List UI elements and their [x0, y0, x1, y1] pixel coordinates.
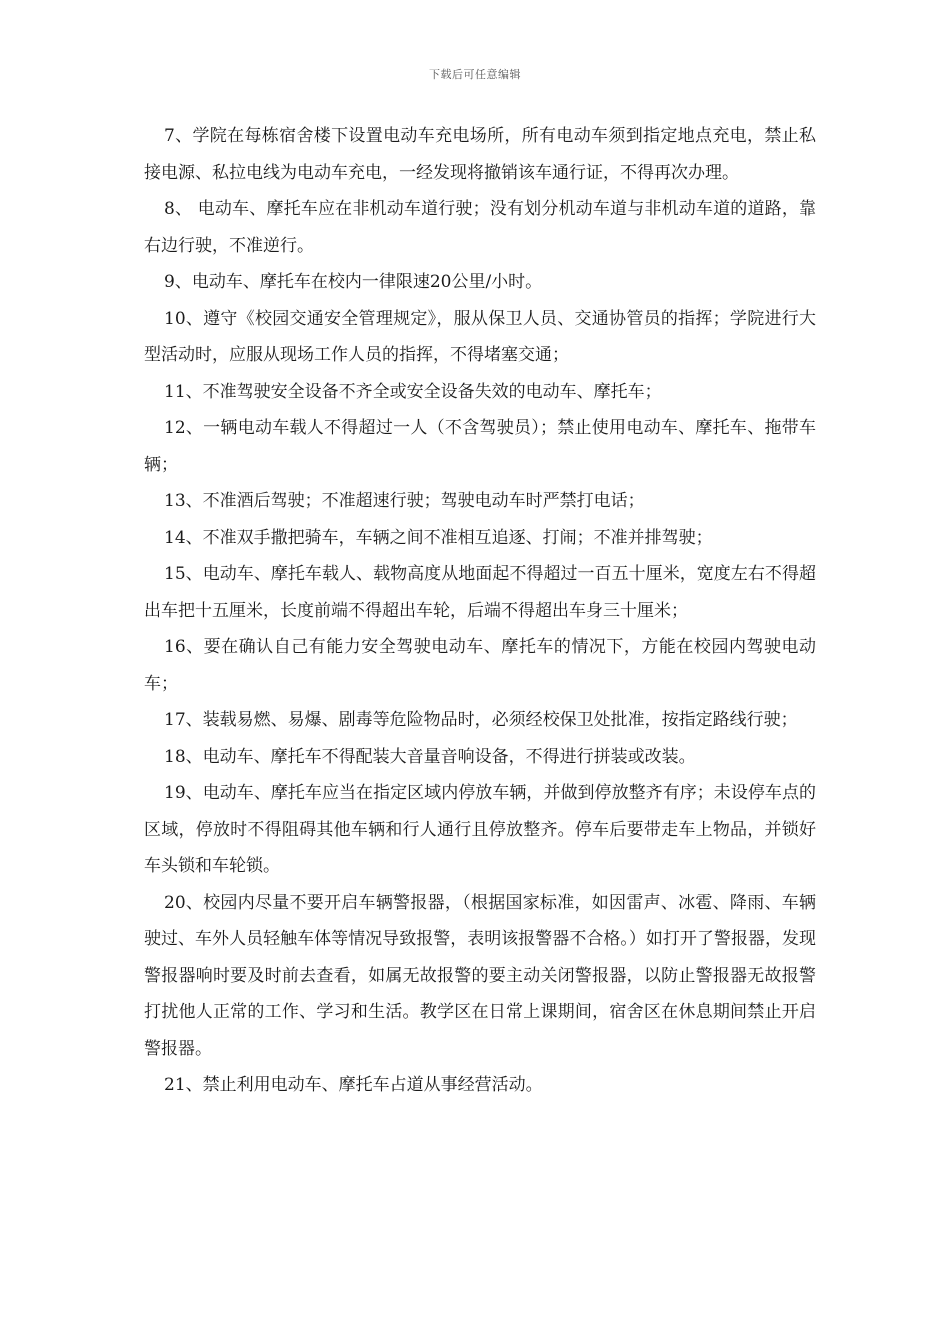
rule-21: 21、禁止利用电动车、摩托车占道从事经营活动。: [164, 1075, 543, 1095]
rule-8: 8、 电动车、摩托车应在非机动车道行驶；没有划分机动车道与非机动车道的道路，靠右边行驶，不准逆行。: [144, 199, 816, 256]
rule-18: 18、电动车、摩托车不得配装大音量音响设备，不得进行拼装或改装。: [164, 746, 696, 767]
rule-7: 7、学院在每栋宿舍楼下设置电动车充电场所，所有电动车须到指定地点充电，禁止私接电源、私拉电线为电动车充电，一经发现将撤销该车通行证，不得再次办理。: [144, 126, 816, 183]
rule-17: 17、装载易燃、易爆、剧毒等危险物品时，必须经校保卫处批准，按指定路线行驶；: [164, 710, 798, 730]
page-header: 下载后可任意编辑: [429, 68, 521, 81]
rule-11: 11、不准驾驶安全设备不齐全或安全设备失效的电动车、摩托车；: [164, 381, 662, 402]
rule-10: 10、遵守《校园交通安全管理规定》，服从保卫人员、交通协管员的指挥；学院进行大型活动时，应服从现场工作人员的指挥，不得堵塞交通；: [144, 308, 816, 365]
rule-15: 15、电动车、摩托车载人、载物高度从地面起不得超过一百五十厘米，宽度左右不得超出车把十五厘米，长度前端不得超出车轮，后端不得超出车身三十厘米；: [144, 564, 816, 621]
rule-12: 12、一辆电动车载人不得超过一人（不含驾驶员）；禁止使用电动车、摩托车、拖带车辆；: [144, 418, 816, 475]
document-body: [144, 118, 816, 1104]
rule-20: 20、校园内尽量不要开启车辆警报器，（根据国家标准，如因雷声、冰雹、降雨、车辆驶过、车外人员轻触车体等情况导致报警，表明该报警器不合格。）如打开了警报器，发现警报器响时要及时前去查看，如属无故报警的要主动关闭警报器，以防止警报器无故报警打扰他人正常的工作、学习和生活。教学区在日常上课期间，宿舍区在休息期间禁止开启警报器。: [144, 892, 816, 1059]
rule-16: 16、要在确认自己有能力安全驾驶电动车、摩托车的情况下，方能在校园内驾驶电动车；: [144, 637, 816, 694]
rule-13: 13、不准酒后驾驶；不准超速行驶；驾驶电动车时严禁打电话；: [164, 491, 645, 511]
rule-19: 19、电动车、摩托车应当在指定区域内停放车辆，并做到停放整齐有序；未设停车点的区域，停放时不得阻碍其他车辆和行人通行且停放整齐。停车后要带走车上物品，并锁好车头锁和车轮锁。: [144, 783, 816, 876]
rule-9: 9、电动车、摩托车在校内一律限速20公里/小时。: [164, 272, 543, 292]
rule-14: 14、不准双手撒把骑车，车辆之间不准相互追逐、打闹；不准并排驾驶；: [164, 527, 713, 548]
